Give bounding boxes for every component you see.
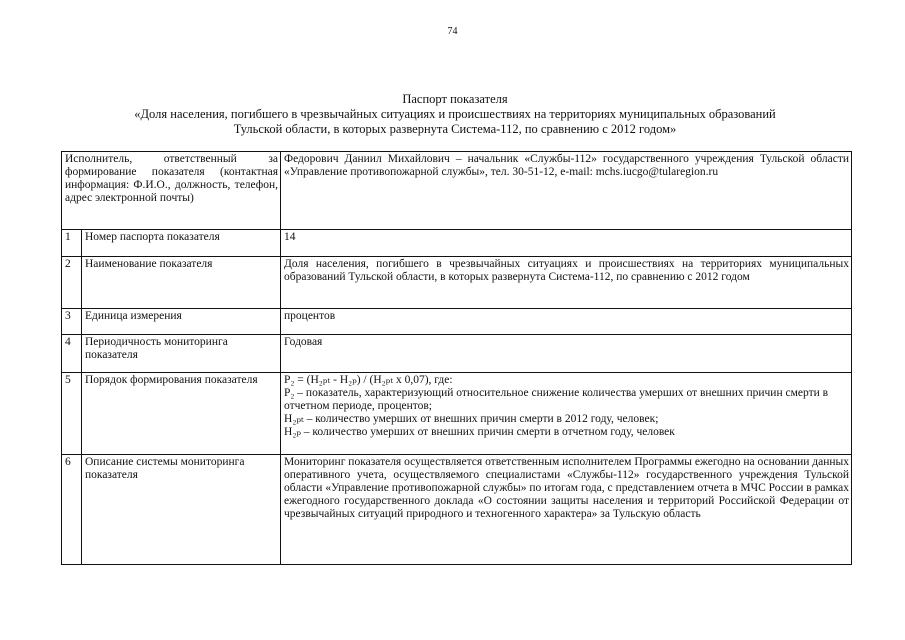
- title-line-2: «Доля населения, погибшего в чрезвычайных ситуациях и происшествиях на территориях муниципальных образований: [134, 107, 776, 121]
- table-row: [62, 230, 852, 257]
- table-row: [62, 373, 852, 455]
- page-number: 74: [447, 26, 458, 37]
- row-number: 5: [62, 373, 82, 455]
- row-label: Периодичность мониторинга показателя: [82, 335, 281, 373]
- table-row: [62, 309, 852, 335]
- executor-label: Исполнитель, ответственный за формирование показателя (контактная информация: Ф.И.О., должность, телефон, адрес электронной почты): [62, 152, 281, 230]
- row-value: Доля населения, погибшего в чрезвычайных ситуациях и происшествиях на территориях муниципальных образований Тульской области, в которых развернута Система-112, по сравнению с 2012 годом: [281, 257, 852, 309]
- row-number: 2: [62, 257, 82, 309]
- row-value: Мониторинг показателя осуществляется ответственным исполнителем Программы ежегодно на основании данных оперативного учета, осуществляемого специалистами «Службы-112» государственного учреждения Тульской области «Управление противопожарной службы» по итогам года, с представлением отчета в МЧС России в рамках ежегодного государственного доклада «О состоянии защиты населения и территорий Российской Федерации от чрезвычайных ситуаций природного и техногенного характера» за Тульскую область: [281, 455, 852, 565]
- passport-table: [61, 151, 852, 565]
- row-label: Порядок формирования показателя: [82, 373, 281, 455]
- row-label: Наименование показателя: [82, 257, 281, 309]
- row-number: 6: [62, 455, 82, 565]
- title-line-1: Паспорт показателя: [402, 92, 508, 106]
- row-value: процентов: [281, 309, 852, 335]
- table-row: [62, 455, 852, 565]
- formula-definition: Р₂ – показатель, характеризующий относительное снижение количества умерших от внешних причин смерти в отчетном периоде, процентов;: [284, 387, 829, 412]
- row-number: 3: [62, 309, 82, 335]
- table-row: [62, 257, 852, 309]
- row-value: 14: [281, 230, 852, 257]
- row-label: Описание системы мониторинга показателя: [82, 455, 281, 565]
- row-number: 4: [62, 335, 82, 373]
- formula-line: Р₂ = (Н₂ₚₜ - Н₂ₚ) / (Н₂ₚₜ х 0,07), где:: [284, 374, 453, 386]
- row-label: Номер паспорта показателя: [82, 230, 281, 257]
- table-row-executor: [62, 152, 852, 230]
- executor-value: Федорович Даниил Михайлович – начальник «Службы-112» государственного учреждения Тульской области «Управление противопожарной службы», тел. 30-51-12, e-mail: mchs.iucgo@tularegion.ru: [281, 152, 852, 230]
- formula-definition: Н₂ₚ – количество умерших от внешних причин смерти в отчетном году, человек: [284, 426, 675, 438]
- row-label: Единица измерения: [82, 309, 281, 335]
- table-row: [62, 335, 852, 373]
- row-number: 1: [62, 230, 82, 257]
- document-title: [40, 92, 870, 137]
- formula-definition: Н₂ₚₜ – количество умерших от внешних причин смерти в 2012 году, человек;: [284, 413, 659, 425]
- row-value-formula: [281, 373, 852, 455]
- row-value: Годовая: [281, 335, 852, 373]
- title-line-3: Тульской области, в которых развернута Система-112, по сравнению с 2012 годом»: [233, 122, 677, 136]
